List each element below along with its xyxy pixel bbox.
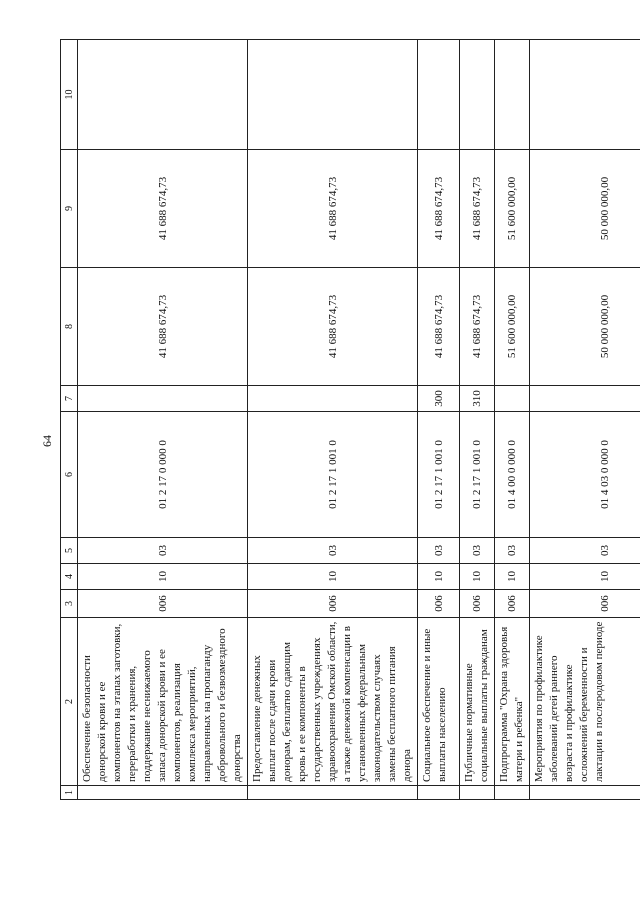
cell-ministry: 006	[248, 590, 418, 618]
col-header-8: 8	[61, 268, 78, 386]
cell-amount-8: 50 000 000,00	[530, 268, 640, 386]
cell-target-article: 01 2 17 1 001 0	[418, 412, 460, 538]
cell-ministry: 006	[495, 590, 530, 618]
row-number	[460, 786, 495, 800]
cell-subsection: 03	[530, 538, 640, 564]
cell-amount-8: 51 600 000,00	[495, 268, 530, 386]
cell-expense-type	[78, 386, 248, 412]
cell-amount-9: 51 600 000,00	[495, 150, 530, 268]
cell-target-article: 01 2 17 0 000 0	[78, 412, 248, 538]
cell-amount-10	[78, 40, 248, 150]
row-number	[418, 786, 460, 800]
cell-section: 10	[530, 564, 640, 590]
cell-ministry: 006	[78, 590, 248, 618]
budget-table	[60, 39, 640, 800]
col-header-4: 4	[61, 564, 78, 590]
cell-ministry: 006	[460, 590, 495, 618]
row-number	[248, 786, 418, 800]
cell-section: 10	[248, 564, 418, 590]
row-description: Подпрограмма "Охрана здоровья матери и ребенка"	[495, 618, 530, 786]
col-header-3: 3	[61, 590, 78, 618]
cell-amount-10	[418, 40, 460, 150]
cell-amount-8: 41 688 674,73	[460, 268, 495, 386]
cell-subsection: 03	[460, 538, 495, 564]
cell-expense-type: 300	[418, 386, 460, 412]
cell-expense-type	[248, 386, 418, 412]
cell-section: 10	[495, 564, 530, 590]
table-row	[530, 40, 640, 800]
col-header-1: 1	[61, 786, 78, 800]
cell-amount-9: 50 000 000,00	[530, 150, 640, 268]
rotated-table-wrapper	[60, 40, 630, 800]
col-header-10: 10	[61, 40, 78, 150]
table-row	[78, 40, 248, 800]
cell-target-article: 01 4 00 0 000 0	[495, 412, 530, 538]
cell-amount-9: 41 688 674,73	[418, 150, 460, 268]
col-header-6: 6	[61, 412, 78, 538]
cell-subsection: 03	[248, 538, 418, 564]
cell-expense-type: 310	[460, 386, 495, 412]
col-header-7: 7	[61, 386, 78, 412]
cell-section: 10	[418, 564, 460, 590]
cell-target-article: 01 2 17 1 001 0	[460, 412, 495, 538]
cell-target-article: 01 2 17 1 001 0	[248, 412, 418, 538]
cell-ministry: 006	[530, 590, 640, 618]
cell-amount-10	[460, 40, 495, 150]
cell-amount-10	[530, 40, 640, 150]
row-description: Социальное обеспечение и иные выплаты населению	[418, 618, 460, 786]
cell-section: 10	[460, 564, 495, 590]
table-row	[248, 40, 418, 800]
cell-amount-8: 41 688 674,73	[78, 268, 248, 386]
row-number	[530, 786, 640, 800]
cell-subsection: 03	[418, 538, 460, 564]
cell-amount-10	[248, 40, 418, 150]
cell-section: 10	[78, 564, 248, 590]
table-row	[495, 40, 530, 800]
cell-target-article: 01 4 03 0 000 0	[530, 412, 640, 538]
cell-subsection: 03	[78, 538, 248, 564]
row-description: Предоставление денежных выплат после сдачи крови донорам, безплатно сдающим кровь и ее компоненты в государственных учреждениях здравоохранения Омской области, а также денежной компенсации в установленных федеральным законодательством случаях замены бесплатного питания донора	[248, 618, 418, 786]
cell-amount-8: 41 688 674,73	[418, 268, 460, 386]
row-description: Обеспечение безопасности донорской крови и ее компонентов на этапах заготовки, переработки и хранения, поддержание неснижаемого запаса донорской крови и ее компонентов, реализация комплекса мероприятий, направленных на пропаганду добровольного и безвозмездного донорства	[78, 618, 248, 786]
col-header-2: 2	[61, 618, 78, 786]
col-header-9: 9	[61, 150, 78, 268]
table-row	[418, 40, 460, 800]
row-description: Мероприятия по профилактике заболеваний детей раннего возраста и профилактике осложнений беременности и лактации в послеродовом периоде	[530, 618, 640, 786]
col-header-5: 5	[61, 538, 78, 564]
table-row	[460, 40, 495, 800]
cell-expense-type	[530, 386, 640, 412]
cell-amount-9: 41 688 674,73	[460, 150, 495, 268]
cell-amount-9: 41 688 674,73	[248, 150, 418, 268]
cell-subsection: 03	[495, 538, 530, 564]
cell-expense-type	[495, 386, 530, 412]
row-number	[78, 786, 248, 800]
row-description: Публичные нормативные социальные выплаты гражданам	[460, 618, 495, 786]
row-number	[495, 786, 530, 800]
header-row	[61, 40, 78, 800]
cell-amount-9: 41 688 674,73	[78, 150, 248, 268]
cell-ministry: 006	[418, 590, 460, 618]
cell-amount-8: 41 688 674,73	[248, 268, 418, 386]
page-number: 64	[40, 435, 54, 447]
cell-amount-10	[495, 40, 530, 150]
